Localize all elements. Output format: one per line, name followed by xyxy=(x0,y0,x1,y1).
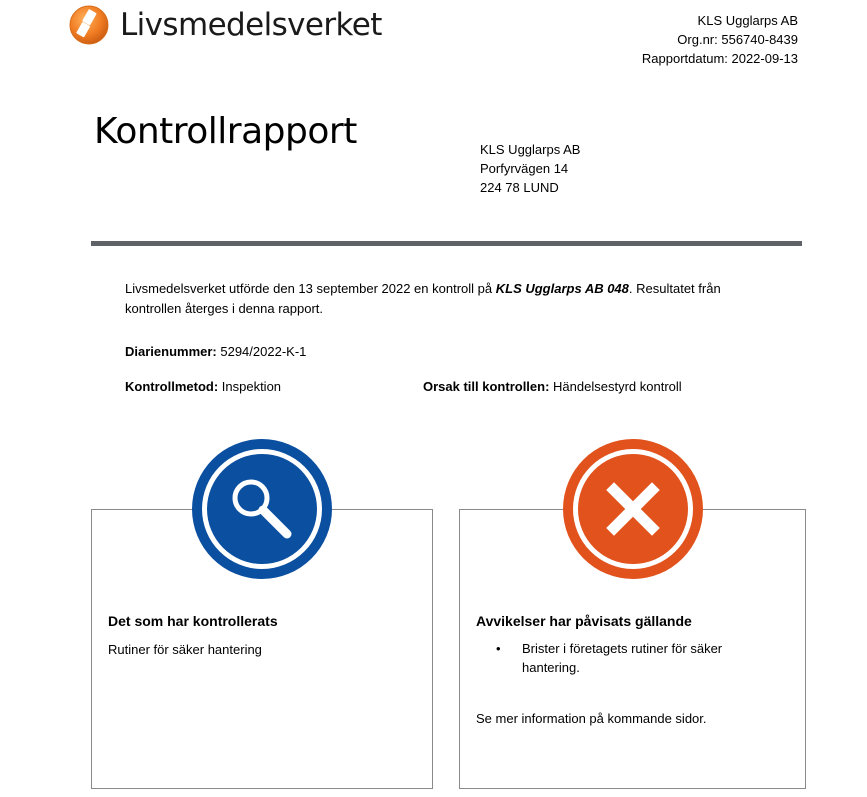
header-divider xyxy=(91,241,802,246)
logo xyxy=(68,4,382,46)
diarienummer-label: Diarienummer: xyxy=(125,344,217,359)
address-name: KLS Ugglarps AB xyxy=(480,142,581,157)
intro-paragraph xyxy=(125,279,765,319)
cross-icon xyxy=(562,438,704,580)
orsak-till-kontrollen xyxy=(423,379,682,394)
deviation-list xyxy=(476,639,776,677)
orsak-value: Händelsestyrd kontroll xyxy=(549,379,682,394)
intro-text-1: Livsmedelsverket utförde den 13 september 2022 en kontroll på xyxy=(125,281,496,296)
orsak-label: Orsak till kontrollen: xyxy=(423,379,550,394)
deviation-box-title: Avvikelser har påvisats gällande xyxy=(476,613,692,629)
checked-box-body: Rutiner för säker hantering xyxy=(108,642,262,657)
intro-facility: KLS Ugglarps AB 048 xyxy=(495,281,629,296)
header-org-nr: Org.nr: 556740-8439 xyxy=(677,32,798,47)
page-title: Kontrollrapport xyxy=(94,111,357,152)
address-street: Porfyrvägen 14 xyxy=(480,161,569,176)
kontrollmetod xyxy=(125,379,281,394)
header-company-name: KLS Ugglarps AB xyxy=(697,13,798,28)
logo-text: Livsmedelsverket xyxy=(120,7,382,43)
magnifier-icon xyxy=(191,438,333,580)
header-report-date: Rapportdatum: 2022-09-13 xyxy=(641,51,798,66)
checked-box-title: Det som har kontrollerats xyxy=(108,613,278,629)
deviation-list-item: • Brister i företagets rutiner för säker hantering. xyxy=(476,639,776,677)
kontrollmetod-label: Kontrollmetod: xyxy=(125,379,219,394)
recipient-address xyxy=(480,140,580,197)
diarienummer xyxy=(125,344,306,359)
deviation-box-footer: Se mer information på kommande sidor. xyxy=(476,711,707,726)
livsmedelsverket-logo-icon xyxy=(68,4,110,46)
header-company-info xyxy=(642,11,798,68)
address-postal: 224 78 LUND xyxy=(480,180,559,195)
intro-text-2: . Resultatet från kontrollen återges i denna rapport. xyxy=(125,281,721,316)
kontrollmetod-value: Inspektion xyxy=(218,379,282,394)
diarienummer-value: 5294/2022-K-1 xyxy=(216,344,307,359)
